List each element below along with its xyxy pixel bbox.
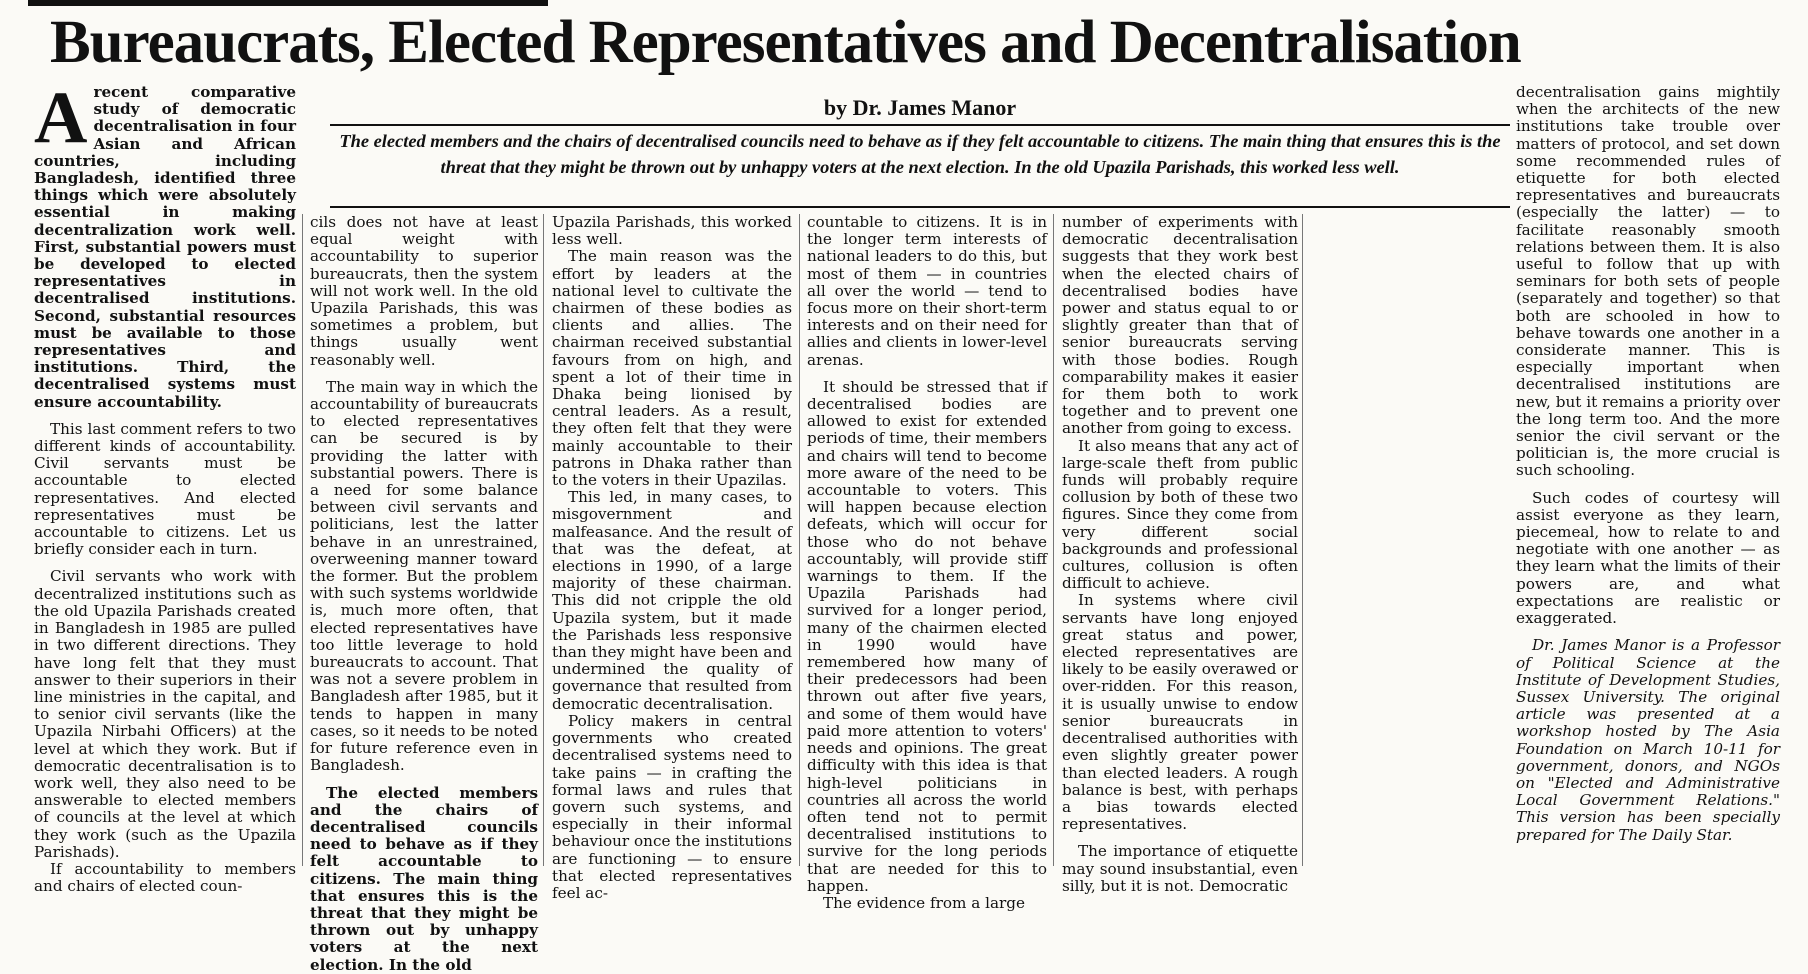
paragraph: This last comment refers to two different kinds of accountability. Civil servants must be accountable to elected representatives. And elected representatives must be accountable to citizens. Let us briefly consider each in turn. bbox=[34, 419, 296, 559]
paragraph: decentralisation gains mightily when the architects of the new institutions take trouble over matters of protocol, and set down some recommended rules of etiquette for both elected representatives and bureaucrats (especially the latter) — to facilitate reasonably smooth relations between them. It is also useful to follow that up with seminars for both sets of people (separately and together) so that both are schooled in how to behave towards one another in a considerate manner. This is especially important when decentralised institutions are new, but it remains a priority over the long term too. And the more senior the civil servant or the politician is, the more crucial is such schooling. bbox=[1516, 83, 1780, 480]
paragraph: The elected members and the chairs of decentralised councils need to behave as if they felt accountable to citizens. The main thing that ensures this is the threat that they might be thrown out by unhappy voters at the next election. In the old bbox=[310, 783, 538, 974]
paragraph: In systems where civil servants have long enjoyed great status and power, elected representatives are likely to be easily overawed or over-ridden. For this reason, it is usually unwise to endow senior bureaucrats in decentralised authorities with even slightly greater power than elected leaders. A rough balance is best, with perhaps a bias towards elected representatives. bbox=[1062, 591, 1298, 834]
paragraph: It should be stressed that if decentralised bodies are allowed to exist for extended periods of time, their members and chairs will tend to become more aware of the need to be accountable to voters. This will happen because election defeats, which will occur for those who do not behave accountably, will provide stiff warnings to them. If the Upazila Parishads had survived for a longer period, many of the chairmen elected in 1990 would have remembered how many of their predecessors had been thrown out after five years, and some of them would have paid more attention to voters' needs and opinions. The great difficulty with this idea is that high-level politicians in countries all across the world often tend not to permit decentralised institutions to survive for the long periods that are needed for this to happen. bbox=[807, 377, 1047, 895]
column-divider bbox=[543, 214, 544, 866]
deck-rule bbox=[330, 206, 1510, 208]
paragraph: Such codes of courtesy will assist everyone as they learn, piecemeal, how to relate to and negotiate with one another — as they learn what the limits of their powers are, and what expectations are realistic or exaggerated. bbox=[1516, 488, 1780, 628]
paragraph: This led, in many cases, to misgovernment and malfeasance. And the result of that was the defeat, at elections in 1990, of a large majority of these chairman. This did not cripple the old Upazila system, but it made the Parishads less responsive than they might have been and undermined the quality of governance that resulted from democratic decentralisation. bbox=[552, 488, 792, 713]
paragraph: It also means that any act of large-scale theft from public funds will probably require collusion by both of these two figures. Since they come from very different social backgrounds and professional cultures, collusion is often difficult to achieve. bbox=[1062, 436, 1298, 593]
paragraph: If accountability to members and chairs of elected coun- bbox=[34, 859, 296, 896]
paragraph: Upazila Parishads, this worked less well. bbox=[552, 213, 792, 249]
paragraph: The importance of etiquette may sound insubstantial, even silly, but it is not. Democratic bbox=[1062, 842, 1298, 895]
deck: The elected members and the chairs of decentralised councils need to behave as if they felt accountable to citizens. The main thing that ensures this is the threat that they might be thrown out by unhappy voters at the next election. In the old Upazila Parishads, this worked less well. bbox=[339, 131, 1501, 177]
paragraph: The main way in which the accountability of bureaucrats to elected representatives can be secured is by providing the latter with substantial powers. There is a need for some balance between civil servants and politicians, lest the latter behave in an unrestrained, overweening manner toward the former. But the problem with such systems worldwide is, much more often, that elected representatives have too little leverage to hold bureaucrats to account. That was not a severe problem in Bangladesh after 1985, but it tends to happen in many cases, so it needs to be noted for future reference even in Bangladesh. bbox=[310, 377, 538, 775]
headline: Bureaucrats, Elected Representatives and Decentralisation bbox=[50, 9, 1521, 76]
paragraph: The main reason was the effort by leaders at the national level to cultivate the chairmen of these bodies as clients and allies. The chairman received substantial favours from on high, and spent a lot of their time in Dhaka being lionised by central leaders. As a result, they often felt that they were mainly accountable to their patrons in Dhaka rather than to the voters in their Upazilas. bbox=[552, 247, 792, 490]
column-6 bbox=[1516, 84, 1780, 872]
column-divider bbox=[302, 214, 303, 866]
column-divider bbox=[1302, 214, 1303, 866]
paragraph: recent comparative study of democratic decentralisation in four Asian and African countries, including Bangladesh, identified three things which were absolutely essential in making decentralization work well. First, substantial powers must be developed to elected representatives in decentralised institutions. Second, substantial resources must be available to those representatives and institutions. Third, the decentralised systems must ensure accountability. bbox=[34, 83, 296, 411]
paragraph: countable to citizens. It is in the longer term interests of national leaders to do this, but most of them — in countries all over the world — tend to focus more on their short-term interests and on their need for allies and clients in lower-level arenas. bbox=[807, 213, 1047, 369]
drop-cap: A bbox=[34, 77, 88, 159]
paragraph: cils does not have at least equal weight with accountability to superior bureaucrats, then the system will not work well. In the old Upazila Parishads, this was sometimes a problem, but things usually went reasonably well. bbox=[310, 213, 538, 369]
byline-rule bbox=[330, 124, 1510, 126]
paragraph: Civil servants who work with decentralized institutions such as the old Upazila Parishads created in Bangladesh in 1985 are pulled in two different directions. They have long felt that they must answer to their superiors in their line ministries in the capital, and to senior civil servants (like the Upazila Nirbahi Officers) at the level at which they work. But if democratic decentralisation is to work well, they also need to be answerable to elected members of councils at the level at which they work (such as the Upazila Parishads). bbox=[34, 567, 296, 861]
column-divider bbox=[1053, 214, 1054, 866]
column-3 bbox=[552, 213, 792, 902]
column-4 bbox=[807, 213, 1047, 912]
column-divider bbox=[799, 214, 800, 866]
author-bio: Dr. James Manor is a Professor of Political Science at the Institute of Development Studies, Sussex University. The original article was presented at a workshop hosted by The Asia Foundation on March 10-11 for government, donors, and NGOs on "Elected and Administrative Local Government Relations." This version has been specially prepared for The Daily Star. bbox=[1516, 636, 1780, 844]
paragraph: Policy makers in central governments who created decentralised systems need to take pains — in crafting the formal laws and rules that govern such systems, and especially in their informal behaviour once the institutions are functioning — to ensure that elected representatives feel ac- bbox=[552, 711, 792, 902]
paragraph: The evidence from a large bbox=[823, 893, 1025, 912]
top-rule bbox=[28, 0, 548, 6]
column-5 bbox=[1062, 213, 1298, 895]
column-2 bbox=[310, 213, 538, 974]
byline: by Dr. James Manor bbox=[823, 95, 1017, 120]
column-1 bbox=[34, 77, 296, 896]
paragraph: number of experiments with democratic decentralisation suggests that they work best when the elected chairs of decentralised bodies have power and status equal to or slightly greater than that of senior bureaucrats serving with those bodies. Rough comparability makes it easier for them both to work together and to prevent one another from going to excess. bbox=[1062, 213, 1298, 438]
